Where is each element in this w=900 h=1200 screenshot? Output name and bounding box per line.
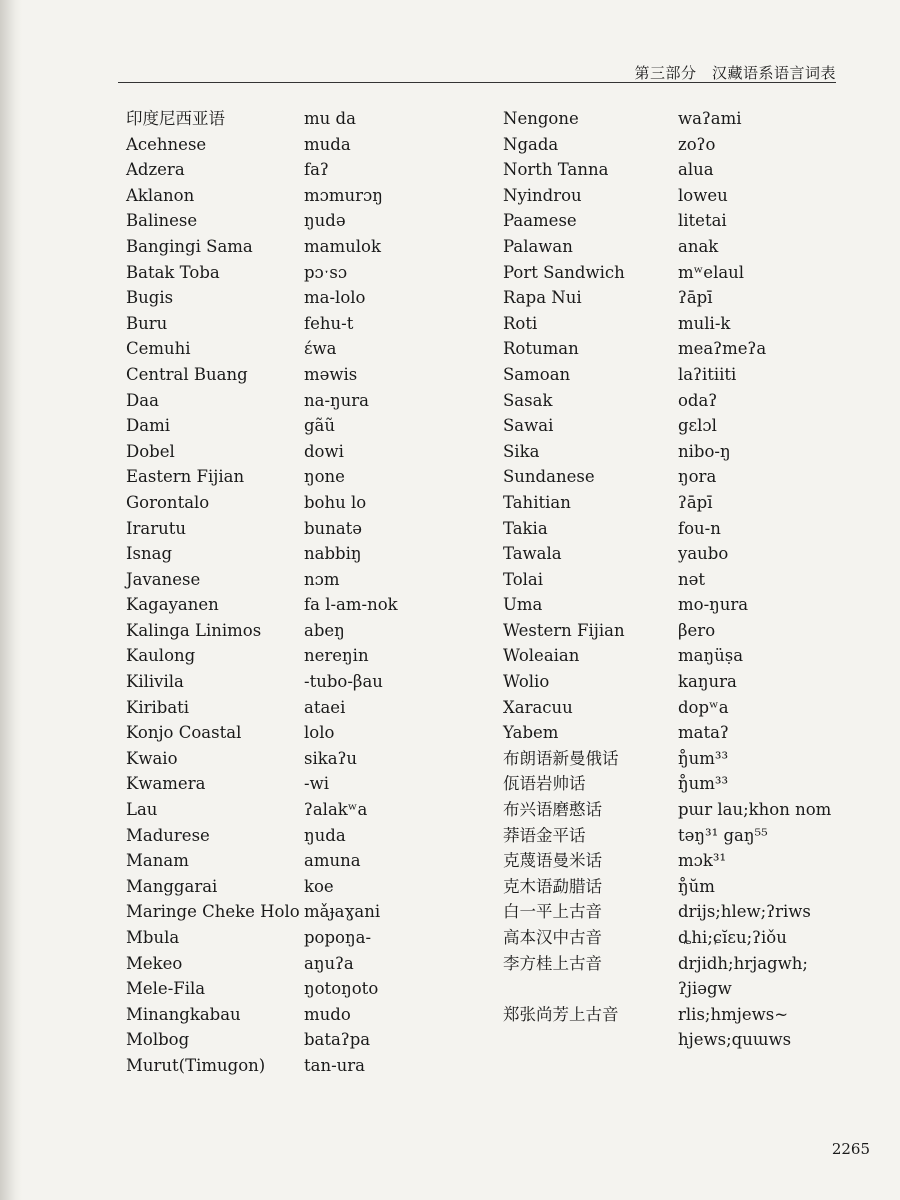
word-form: kaŋura [678, 672, 737, 692]
word-form: bataʔpa [304, 1030, 371, 1050]
word-form: alua [678, 160, 714, 180]
language-name: Cemuhi [126, 339, 191, 359]
language-name: Kwamera [126, 774, 206, 794]
language-name: Paamese [503, 211, 577, 231]
word-form: odaʔ [678, 390, 718, 410]
language-name: Central Buang [126, 364, 248, 384]
word-form: -tubo-βau [304, 672, 383, 692]
word-form: tan-ura [304, 1055, 366, 1075]
language-name: 佤语岩帅话 [503, 774, 586, 794]
word-form: nabbiŋ [304, 544, 362, 564]
language-name: Acehnese [126, 134, 207, 154]
language-name: Palawan [503, 236, 573, 256]
word-form: mʷelaul [678, 262, 745, 282]
language-name: Woleaian [503, 646, 580, 666]
language-name [503, 1053, 625, 1079]
word-form: muli-k [678, 313, 731, 333]
word-form: amuna [304, 851, 361, 871]
language-name: Dami [126, 416, 170, 436]
word-column-right [678, 106, 831, 1079]
word-form: pɯr lau;khon nom [678, 800, 832, 820]
word-form: ŋ̊um³³ [678, 748, 729, 768]
word-form: nereŋin [304, 646, 369, 666]
language-name: Balinese [126, 211, 198, 231]
language-name: Mele-Fila [126, 979, 206, 999]
language-name: Roti [503, 313, 538, 333]
language-name: Konjo Coastal [126, 723, 242, 743]
word-form: ŋ̊ŭm [678, 876, 715, 896]
word-form: nət [678, 569, 706, 589]
word-form: ŋone [304, 467, 345, 487]
language-name: Kilivila [126, 672, 184, 692]
word-form: mɔk³¹ [678, 851, 727, 871]
word-form: ʔjiəgw [678, 979, 732, 999]
language-column-left [126, 106, 300, 1079]
language-name: Lau [126, 800, 158, 820]
word-form: litetai [678, 211, 727, 231]
word-form: təŋ³¹ gaŋ⁵⁵ [678, 825, 768, 845]
word-form: mu da [304, 109, 356, 128]
word-form: drijs;hlew;ʔriws [678, 902, 811, 922]
word-form: sikaʔu [304, 748, 358, 768]
word-form: ʔalakʷa [304, 800, 368, 820]
page-number: 2265 [831, 1140, 870, 1158]
language-name: 莽语金平话 [503, 825, 586, 845]
language-name: Tahitian [503, 492, 571, 512]
language-name: Eastern Fijian [126, 467, 245, 487]
language-name: Kaulong [126, 646, 196, 666]
language-name: Manggarai [126, 876, 218, 896]
word-form: βero [678, 620, 716, 640]
word-form [678, 1053, 831, 1079]
language-name: Rapa Nui [503, 288, 582, 308]
language-name: Murut(Timugon) [126, 1055, 266, 1075]
word-form: waʔami [678, 109, 742, 128]
word-form: ŋora [678, 467, 717, 487]
word-form: mudo [304, 1004, 351, 1024]
language-name: Rotuman [503, 339, 579, 359]
word-form: ʔāpī [678, 288, 713, 308]
language-name: Kagayanen [126, 595, 219, 615]
word-form: muda [304, 134, 351, 154]
language-name: 李方桂上古音 [503, 953, 602, 973]
language-name: Bangingi Sama [126, 236, 253, 256]
word-form: bunatə [304, 518, 363, 538]
language-name: Madurese [126, 825, 210, 845]
language-name: 布朗语新曼俄话 [503, 748, 619, 768]
word-form: gɛlɔl [678, 416, 717, 436]
language-name: Tawala [503, 544, 562, 564]
word-form: ʔāpī [678, 492, 713, 512]
word-form: bohu lo [304, 492, 367, 512]
word-form: rlis;hmjews~ [678, 1004, 789, 1024]
language-name: Sasak [503, 390, 553, 410]
header-rule [118, 82, 836, 83]
word-form: ŋ̊um³³ [678, 774, 729, 794]
language-name: Kwaio [126, 748, 178, 768]
language-name: Molbog [126, 1030, 190, 1050]
language-name: Mbula [126, 928, 180, 947]
word-form: meaʔmeʔa [678, 339, 767, 359]
word-form: pɔˑsɔ [304, 262, 348, 282]
language-name: North Tanna [503, 160, 609, 180]
language-name: Xaracuu [503, 697, 573, 717]
word-form: laʔitiiti [678, 364, 737, 384]
language-name: Nyindrou [503, 185, 582, 205]
language-column-right [503, 106, 625, 1079]
language-name: Wolio [503, 672, 550, 692]
word-form: ɛ́wa [304, 339, 337, 359]
language-name: Bugis [126, 288, 174, 308]
language-name: Gorontalo [126, 492, 210, 512]
language-name: Mekeo [126, 953, 183, 973]
word-form: hjews;quɯws [678, 1030, 792, 1050]
word-form: faʔ [304, 160, 329, 180]
word-form: popoŋa- [304, 928, 372, 947]
word-column-left [304, 106, 398, 1079]
language-name: Minangkabau [126, 1004, 241, 1024]
word-form: mataʔ [678, 723, 729, 743]
word-form: ŋotoŋoto [304, 979, 379, 999]
language-name: Isnag [126, 544, 173, 564]
word-form: mamulok [304, 236, 381, 256]
word-form: na-ŋura [304, 390, 370, 410]
word-form: mɔmurɔŋ [304, 185, 383, 205]
language-name: Nengone [503, 109, 579, 128]
word-form: anak [678, 236, 719, 256]
language-name: Kalinga Linimos [126, 620, 262, 640]
word-form: drjidh;hrjagwh; [678, 953, 808, 973]
language-name: Western Fijian [503, 620, 625, 640]
language-name: Adzera [126, 160, 185, 180]
language-name: Maringe Cheke Holo [126, 902, 300, 922]
language-name: Ngada [503, 134, 559, 154]
word-form: ŋudə [304, 211, 346, 231]
word-form: ŋuda [304, 825, 346, 845]
word-form: ataei [304, 697, 346, 717]
language-name: Sawai [503, 416, 554, 436]
language-name: 白一平上古音 [503, 902, 602, 922]
word-form: məwis [304, 364, 358, 384]
word-form: dowi [304, 441, 344, 461]
word-form: gãũ [304, 416, 336, 436]
language-name [503, 1027, 625, 1053]
language-name: Batak Toba [126, 262, 220, 282]
page-gutter-shadow [0, 0, 22, 1200]
language-name: Sika [503, 441, 540, 461]
language-name: Yabem [503, 723, 559, 743]
language-name: Kiribati [126, 697, 190, 717]
word-form: ma-lolo [304, 288, 366, 308]
language-name: Javanese [126, 569, 201, 589]
word-form: fou-n [678, 518, 721, 538]
language-name: Manam [126, 851, 189, 871]
word-form: mǎɟaɣani [304, 902, 381, 922]
word-form: aŋuʔa [304, 953, 354, 973]
word-form: maŋüṣa [678, 646, 744, 666]
language-name: 布兴语磨憨话 [503, 800, 602, 820]
language-name: 克蔑语曼米话 [503, 851, 602, 871]
language-name: 高本汉中古音 [503, 928, 602, 947]
language-name: 印度尼西亚语 [126, 109, 225, 128]
word-form: nibo-ŋ [678, 441, 731, 461]
language-name: Irarutu [126, 518, 187, 538]
word-form: ȡhi;ɕĭɛu;ʔiǒu [678, 928, 787, 947]
word-form: nɔm [304, 569, 340, 589]
language-name: Samoan [503, 364, 571, 384]
language-name: Aklanon [126, 185, 195, 205]
language-name: 克木语勐腊话 [503, 876, 602, 896]
language-name: Uma [503, 595, 543, 615]
language-name: Dobel [126, 441, 175, 461]
word-form: dopʷa [678, 697, 729, 717]
language-name: Takia [503, 518, 548, 538]
word-form: abeŋ [304, 620, 345, 640]
language-name: Tolai [503, 569, 544, 589]
language-name: Port Sandwich [503, 262, 625, 282]
word-form: -wi [304, 774, 329, 794]
language-name: 郑张尚芳上古音 [503, 1004, 619, 1024]
word-form: loweu [678, 185, 728, 205]
word-form: fa l-am-nok [304, 595, 398, 615]
word-form: fehu-t [304, 313, 354, 333]
word-form: koe [304, 876, 334, 896]
running-header: 第三部分 汉藏语系语言词表 [634, 64, 836, 82]
language-name: Buru [126, 313, 168, 333]
word-form: lolo [304, 723, 335, 743]
language-name [503, 976, 625, 1002]
word-form: mo-ŋura [678, 595, 749, 615]
language-name: Sundanese [503, 467, 595, 487]
word-form: yaubo [678, 544, 729, 564]
language-name: Daa [126, 390, 159, 410]
word-form: zoʔo [678, 134, 716, 154]
